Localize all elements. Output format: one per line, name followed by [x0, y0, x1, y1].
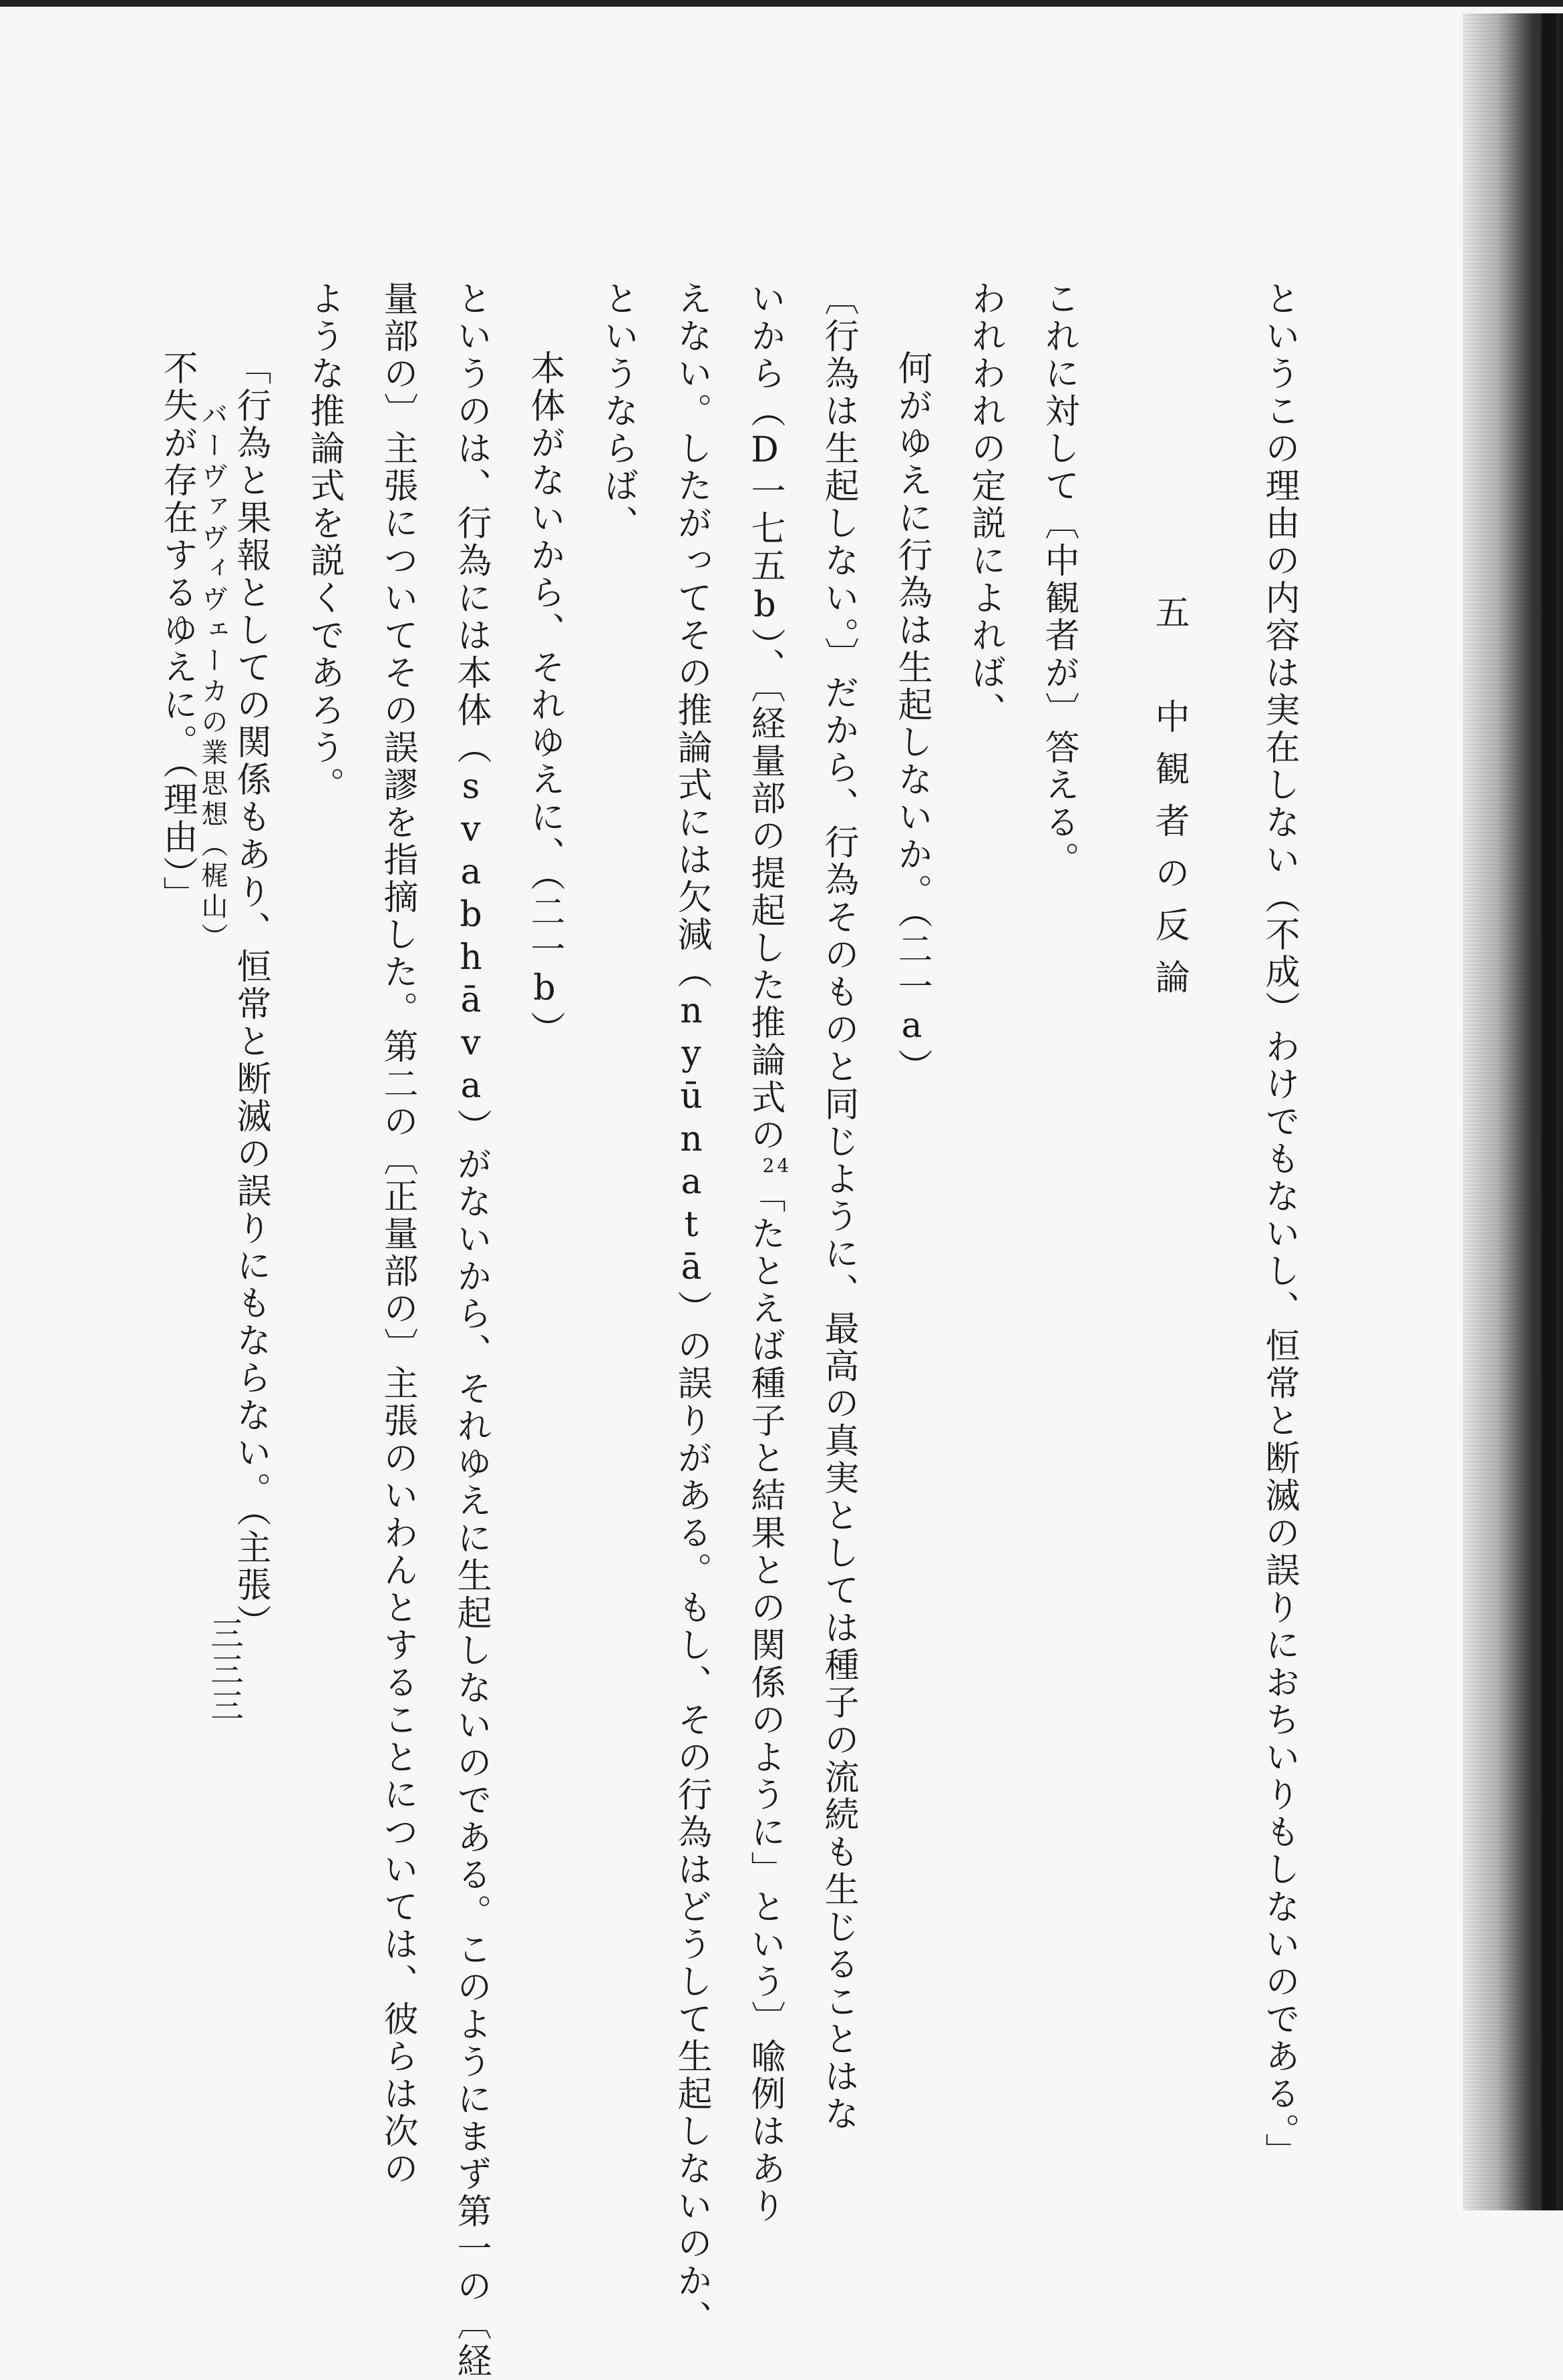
text-segment: いから（D一七五b）、〔経量部の提起した推論式の — [745, 280, 785, 1154]
line-gap — [1095, 280, 1132, 2164]
text-line: ような推論式を説くであろう。 — [304, 280, 344, 804]
text-line: これに対して〔中観者が〕答える。 — [1039, 280, 1079, 879]
line-gap — [1206, 280, 1242, 2164]
text-line: 何がゆえに行為は生起しないか。（二一a） — [892, 350, 932, 1086]
text-line: われわれの定説によれば、 — [965, 280, 1005, 729]
text-line: 「行為と果報としての関係もあり、恒常と断滅の誤りにもならない。（主張） — [230, 350, 271, 1641]
text-segment: 「たとえば種子と結果との関係のように」という〕喩例はあり — [745, 1178, 785, 2225]
page-number: 三三三 — [205, 1616, 244, 1724]
text-line: えない。したがってその推論式には欠減（nyūnatā）の誤りがある。もし、その行為はどうして生起しないのか、 — [671, 280, 711, 2337]
text-line: 量部の〕主張についてその誤謬を指摘した。第二の〔正量部の〕主張のいわんとすることについては、彼らは次の — [377, 280, 417, 2188]
text-line: というのは、行為には本体（svabhāva）がないから、それゆえに生起しないのである。このようにまず第一の〔経 — [451, 280, 491, 2380]
section-heading: 五 中観者の反論 — [1149, 594, 1189, 1011]
top-border — [0, 0, 1563, 7]
text-line: というこの理由の内容は実在しない（不成）わけでもないし、恒常と断滅の誤りにおちいりもしないのである。」 — [1259, 280, 1299, 2170]
footnote-marker: 24 — [762, 1155, 792, 1177]
text-line: 〔行為は生起しない。〕だから、行為そのものと同じように、最高の真実としては種子の流続も生じることはな — [818, 280, 858, 2133]
text-line: 不失が存在するゆえに。（理由）」 — [157, 350, 197, 914]
text-line: 本体がないから、それゆえに、（二一b） — [524, 350, 564, 1048]
running-head: バーヴァヴィヴェーカの業思想（梶山） — [197, 401, 228, 954]
text-line: というならば、 — [598, 280, 638, 542]
scanned-page-edge — [1463, 13, 1563, 2210]
text-line-with-footnote — [728, 280, 802, 2225]
